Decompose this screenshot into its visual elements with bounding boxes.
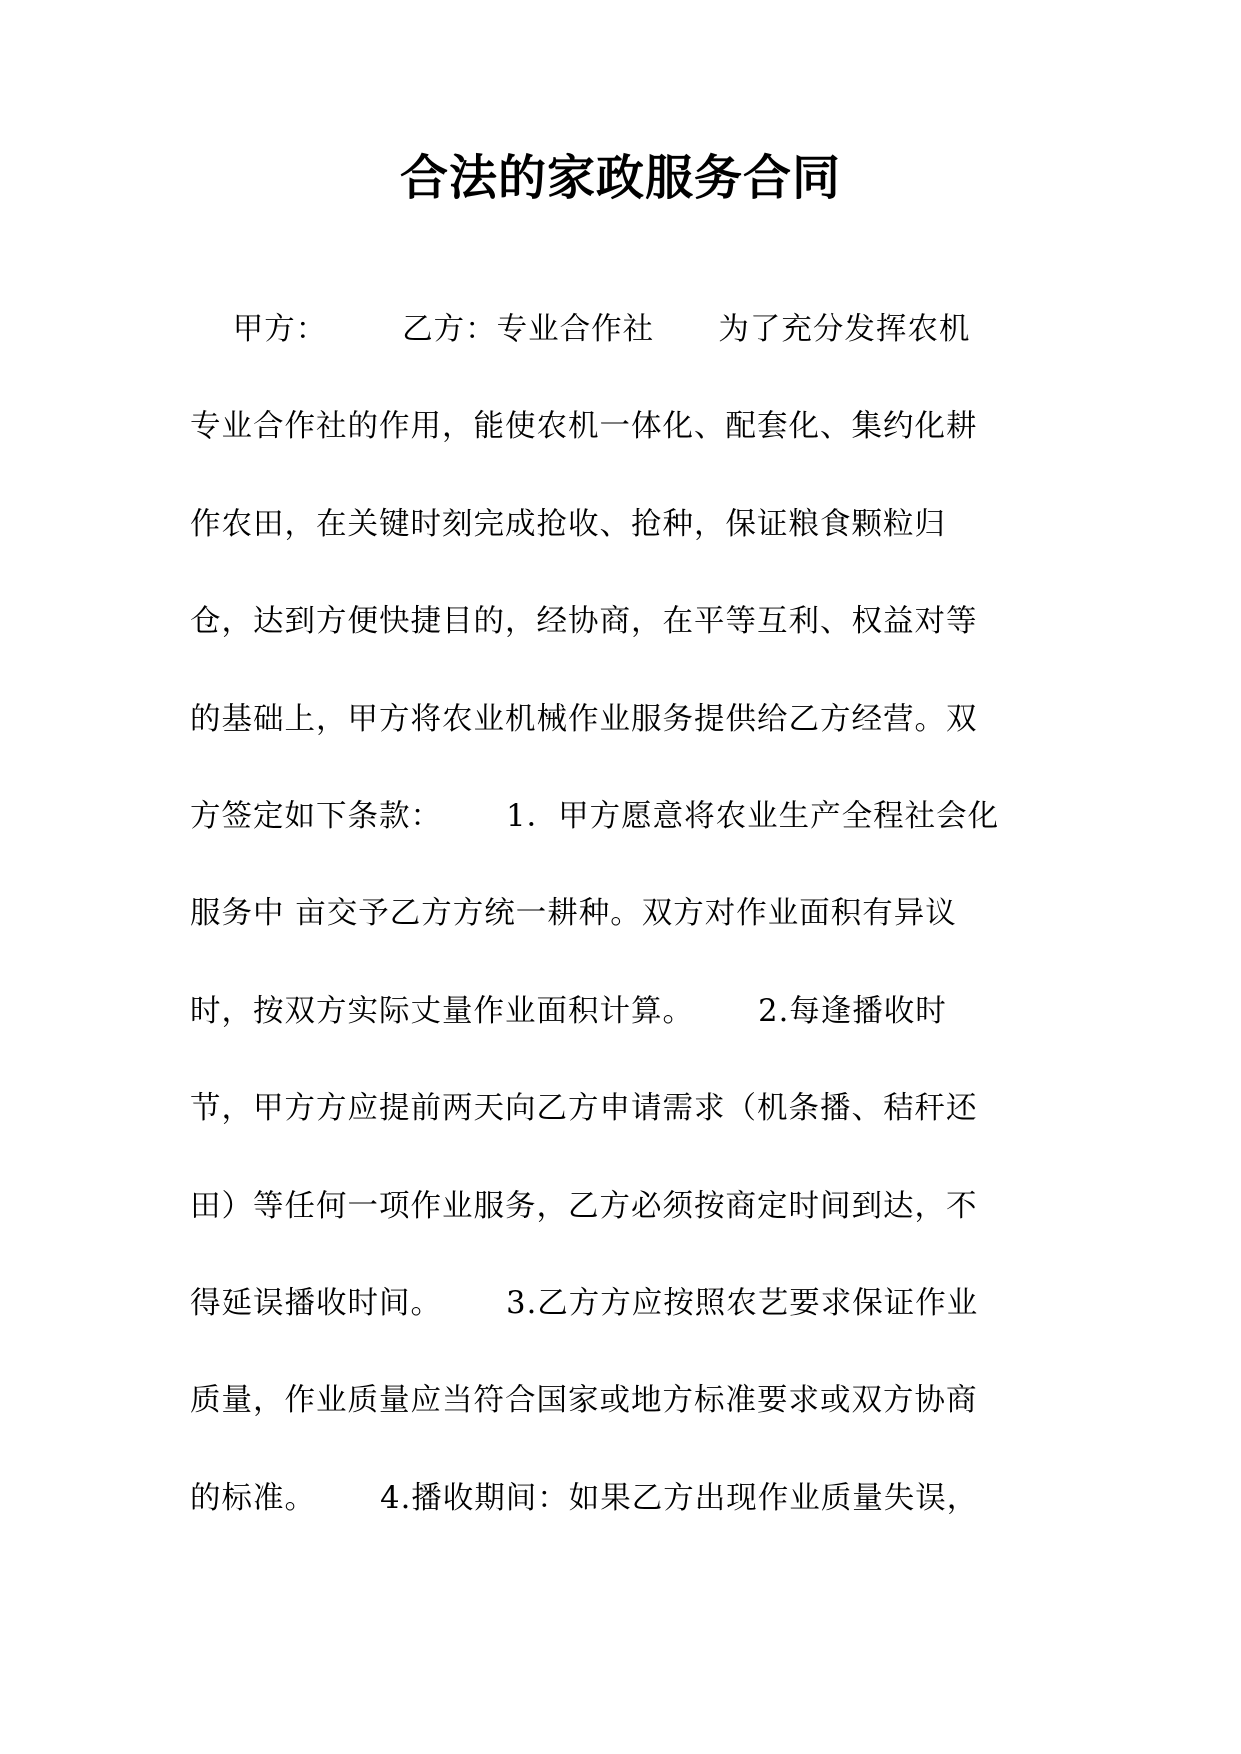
body-line: 方签定如下条款： 1．甲方愿意将农业生产全程社会化 [190, 798, 1000, 834]
body-line: 作农田，在关键时刻完成抢收、抢种，保证粮食颗粒归 [190, 506, 946, 542]
body-line: 田）等任何一项作业服务，乙方必须按商定时间到达，不 [190, 1188, 978, 1224]
body-line: 得延误播收时间。 3.乙方方应按照农艺要求保证作业 [190, 1285, 979, 1321]
body-line: 服务中 亩交予乙方方统一耕种。双方对作业面积有异议 [190, 896, 957, 932]
body-line: 专业合作社的作用，能使农机一体化、配套化、集约化耕 [190, 409, 978, 445]
body-line: 节，甲方方应提前两天向乙方申请需求（机条播、秸秆还 [190, 1091, 978, 1127]
body-line: 时，按双方实际丈量作业面积计算。 2.每逢播收时 [190, 993, 947, 1029]
body-line: 的基础上，甲方将农业机械作业服务提供给乙方经营。双 [190, 701, 978, 737]
document-body [190, 300, 1070, 1566]
body-line: 的标准。 4.播收期间：如果乙方出现作业质量失误， [190, 1480, 979, 1516]
body-line: 仓，达到方便快捷目的，经协商，在平等互利、权益对等 [190, 604, 978, 640]
body-line: 甲方： 乙方：专业合作社 为了充分发挥农机 [190, 312, 971, 347]
body-line: 质量，作业质量应当符合国家或地方标准要求或双方协商 [190, 1383, 978, 1419]
document-title: 合法的家政服务合同 [399, 150, 841, 206]
